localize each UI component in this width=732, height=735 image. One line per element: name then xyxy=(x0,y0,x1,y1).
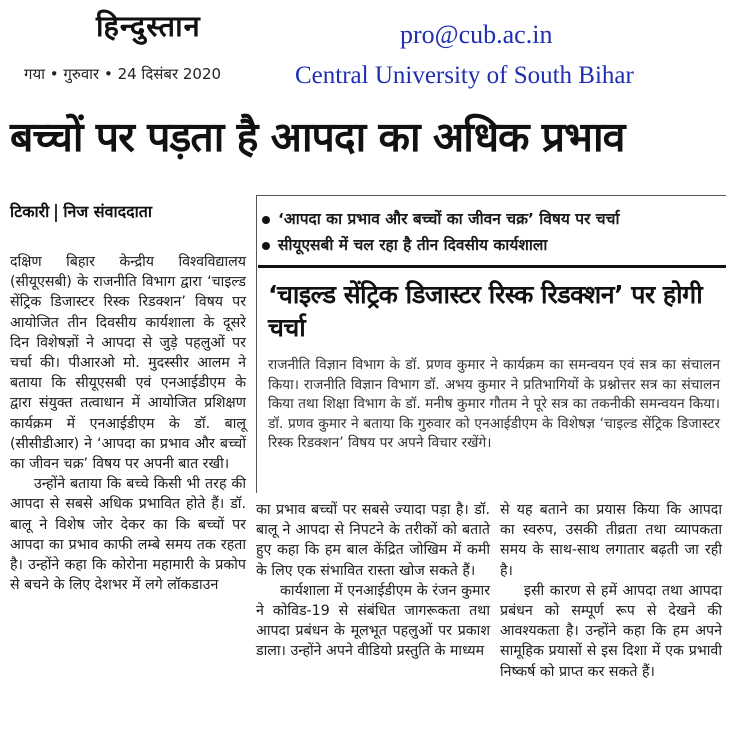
bullet-dot-icon xyxy=(262,216,270,224)
highlight-bullet-1-text: ‘आपदा का प्रभाव और बच्चों का जीवन चक्र’ विषय पर चर्चा xyxy=(278,210,620,228)
box-subheadline: ‘चाइल्ड सेंट्रिक डिजास्टर रिस्क रिडक्शन’ पर होगी चर्चा xyxy=(268,280,703,342)
box-divider xyxy=(258,265,726,268)
column-3-paragraph-2: इसी कारण से हमें आपदा तथा आपदा प्रबंधन को सम्पूर्ण रूप से देखने की आवश्यकता है। उन्होंने कहा कि हम अपने सामूहिक प्रयासों से इस दिशा में एक प्रभावी निष्कर्ष को प्राप्त कर सकते हैं। xyxy=(500,582,722,680)
newspaper-masthead: हिन्दुस्तान xyxy=(96,9,201,43)
highlight-bullet-2 xyxy=(262,232,722,258)
article-column-2 xyxy=(256,500,490,662)
byline-reporter: निज संवाददाता xyxy=(63,202,153,221)
highlight-bullet-2-text: सीयूएसबी में चल रहा है तीन दिवसीय कार्यशाला xyxy=(278,236,548,254)
bullet-dot-icon xyxy=(262,242,270,250)
article-column-1 xyxy=(10,252,246,595)
article-headline: बच्चों पर पड़ता है आपदा का अधिक प्रभाव xyxy=(10,113,625,161)
dateline: गया • गुरुवार • 24 दिसंबर 2020 xyxy=(24,65,222,83)
column-2-paragraph-2: कार्यशाला में एनआईडीएम के रंजन कुमार ने कोविड-19 से संबंधित जागरूकता तथा आपदा प्रबंधन के मूलभूत पहलुओं पर प्रकाश डाला। उन्होंने अपने वीडियो प्रस्तुति के माध्यम xyxy=(256,582,490,660)
column-1-paragraph-2: उन्होंने बताया कि बच्चे किसी भी तरह की आपदा से सबसे अधिक प्रभावित होते हैं। डॉ. बालू ने विशेष जोर देकर का कि बच्चों पर आपदा का प्रभाव काफी लम्बे समय तक रहता है। उन्होंने कहा कि कोरोना महामारी के प्रकोप से बचने के लिए देशभर में लगे लॉकडाउन xyxy=(10,476,246,594)
university-name: Central University of South Bihar xyxy=(295,62,634,89)
column-1-paragraph-1: दक्षिण बिहार केन्द्रीय विश्वविद्यालय (सीयूएसबी) के राजनीति विभाग द्वारा ‘चाइल्ड सेंट्रिक डिजास्टर रिस्क रिडक्शन’ विषय पर आयोजित तीन दिवसीय कार्यशाला के दूसरे दिन विशेषज्ञों ने आपदा से जुड़े पहलुओं पर चर्चा की। पीआरओ मो. मुदस्सीर आलम ने बताया कि सीयूएसबी एवं एनआईडीएम के द्वारा संयुक्त तत्वाधान में आयोजित प्रशिक्षण कार्यक्रम में एनआईडीएम के डॉ. बालू (सीसीडीआर) ने ‘आपदा का प्रभाव और बच्चों का जीवन चक्र’ विषय पर अपनी बात रखी। xyxy=(10,254,246,473)
highlight-box-left-border xyxy=(256,195,257,493)
contact-email: pro@cub.ac.in xyxy=(400,20,553,49)
highlight-box-top-border xyxy=(256,195,726,196)
highlight-bullet-1 xyxy=(262,206,722,232)
column-2-paragraph-1: का प्रभाव बच्चों पर सबसे ज्यादा पड़ा है। डॉ. बालू ने आपदा से निपटने के तरीकों को बताते हुए कहा कि हम बाल केंद्रित जोखिम में कमी के लिए एक संभावित रास्ता खोज सकते हैं। xyxy=(256,502,490,579)
article-column-3 xyxy=(500,500,722,682)
column-3-paragraph-1: से यह बताने का प्रयास किया कि आपदा का स्वरुप, उसकी तीव्रता तथा व्यापकता समय के साथ-साथ लगातार बढ़ती जा रही है। xyxy=(500,502,722,579)
byline xyxy=(10,200,152,222)
byline-separator xyxy=(55,204,57,222)
byline-place: टिकारी xyxy=(10,202,50,221)
box-body-text: राजनीति विज्ञान विभाग के डॉ. प्रणव कुमार ने कार्यक्रम का समन्वयन एवं सत्र का संचालन किया। राजनीति विज्ञान विभाग डॉ. अभय कुमार ने प्रतिभागियों के प्रश्नोत्तर सत्र का संचालन किया तथा शिक्षा विभाग के डॉ. मनीष कुमार गौतम ने पूरे सत्र का तकनीकी समन्वयन किया। डॉ. प्रणव कुमार ने बताया कि गुरुवार को एनआईडीएम के विशेषज्ञ ‘चाइल्ड सेंट्रिक डिजास्टर रिस्क रिडक्शन’ विषय पर अपने विचार रखेंगे। xyxy=(268,357,720,452)
highlight-bullets xyxy=(262,206,722,258)
